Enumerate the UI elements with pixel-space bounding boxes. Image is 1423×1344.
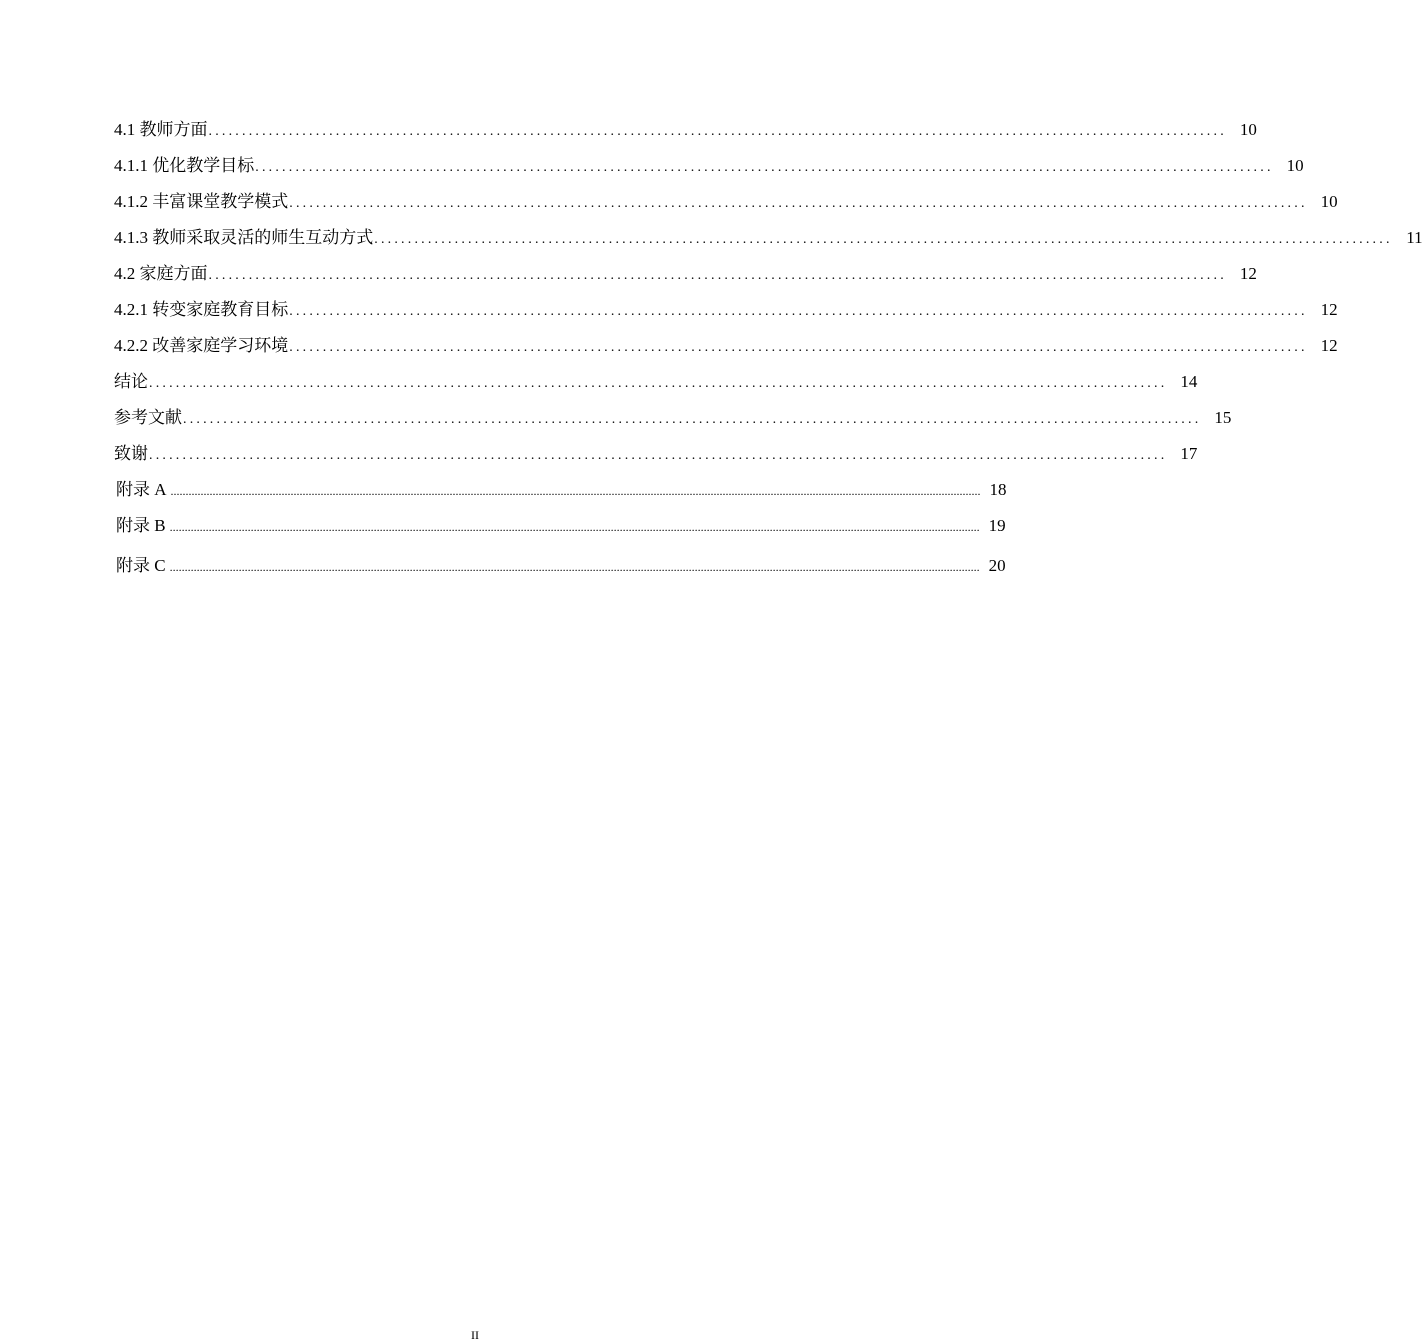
dot-leader: ........................................................................................................................................................ (208, 124, 1227, 139)
toc-entry-page: 20 (988, 556, 1006, 575)
toc-entry-4-1-1[interactable] (114, 148, 1304, 184)
toc-entry-label: 结论 (114, 372, 148, 391)
toc-entry-page: 14 (1180, 372, 1198, 391)
toc-entry-conclusion[interactable] (114, 364, 1198, 400)
dot-leader: ........................................................................................................................................................ (289, 340, 1308, 355)
toc-entry-label: 4.2.1 转变家庭教育目标 (114, 300, 289, 319)
toc-entry-label: 附录 B (116, 516, 166, 535)
toc-entry-4-2-2[interactable] (114, 328, 1338, 364)
dot-leader: ........................................................................................................................................................ (255, 160, 1274, 175)
toc-entry-page: 15 (1214, 408, 1232, 427)
toc-entry-page: 12 (1320, 336, 1338, 355)
toc-entry-appendix-c[interactable] (114, 544, 1006, 584)
dot-leader: ........................................................................................................................................................ (374, 232, 1393, 247)
toc-entry-references[interactable] (114, 400, 1232, 436)
toc-entry-label: 参考文献 (114, 408, 182, 427)
dot-leader: ........................................................................................................................................................ (208, 268, 1227, 283)
toc-entry-page: 18 (989, 480, 1007, 499)
toc-entry-4-1[interactable] (114, 112, 1257, 148)
toc-entry-label: 4.1.2 丰富课堂教学模式 (114, 192, 289, 211)
toc-entry-label: 4.2.2 改善家庭学习环境 (114, 336, 289, 355)
toc-entry-label: 附录 A (116, 480, 167, 499)
dot-leader: ........................................................................................................................................................ (289, 196, 1308, 211)
toc-entry-label: 4.1 教师方面 (114, 120, 208, 139)
table-of-contents (114, 112, 1423, 584)
toc-entry-page: 11 (1406, 228, 1423, 247)
dot-leader: ........................................................................................................................................................ (149, 376, 1168, 391)
toc-entry-label: 4.1.3 教师采取灵活的师生互动方式 (114, 228, 374, 247)
toc-entry-label: 附录 C (116, 556, 166, 575)
toc-entry-page: 12 (1320, 300, 1338, 319)
toc-entry-page: 10 (1239, 120, 1257, 139)
toc-entry-label: 4.1.1 优化教学目标 (114, 156, 255, 175)
dot-leader: ........................................................................................................................................................ (149, 448, 1168, 463)
toc-entry-appendix-a[interactable] (114, 472, 1007, 508)
toc-entry-appendix-b[interactable] (114, 508, 1006, 544)
toc-entry-4-2-1[interactable] (114, 292, 1338, 328)
dot-leader: ........................................................................................................................................................ (183, 412, 1202, 427)
toc-entry-acknowledgements[interactable] (114, 436, 1198, 472)
toc-entry-page: 10 (1320, 192, 1338, 211)
dot-leader: .............................................................................................................................................................................................................................................................................. (169, 520, 980, 534)
toc-entry-page: 17 (1180, 444, 1198, 463)
toc-entry-label: 4.2 家庭方面 (114, 264, 208, 283)
toc-entry-page: 10 (1286, 156, 1304, 175)
dot-leader: ........................................................................................................................................................ (289, 304, 1308, 319)
toc-entry-4-1-3[interactable] (114, 220, 1423, 256)
toc-entry-4-2[interactable] (114, 256, 1257, 292)
toc-entry-page: 12 (1239, 264, 1257, 283)
dot-leader: .............................................................................................................................................................................................................................................................................. (169, 560, 980, 574)
toc-entry-page: 19 (988, 516, 1006, 535)
toc-entry-4-1-2[interactable] (114, 184, 1338, 220)
toc-entry-label: 致谢 (114, 444, 148, 463)
page-number-footer: II (471, 1328, 479, 1342)
dot-leader: .............................................................................................................................................................................................................................................................................. (170, 484, 981, 498)
